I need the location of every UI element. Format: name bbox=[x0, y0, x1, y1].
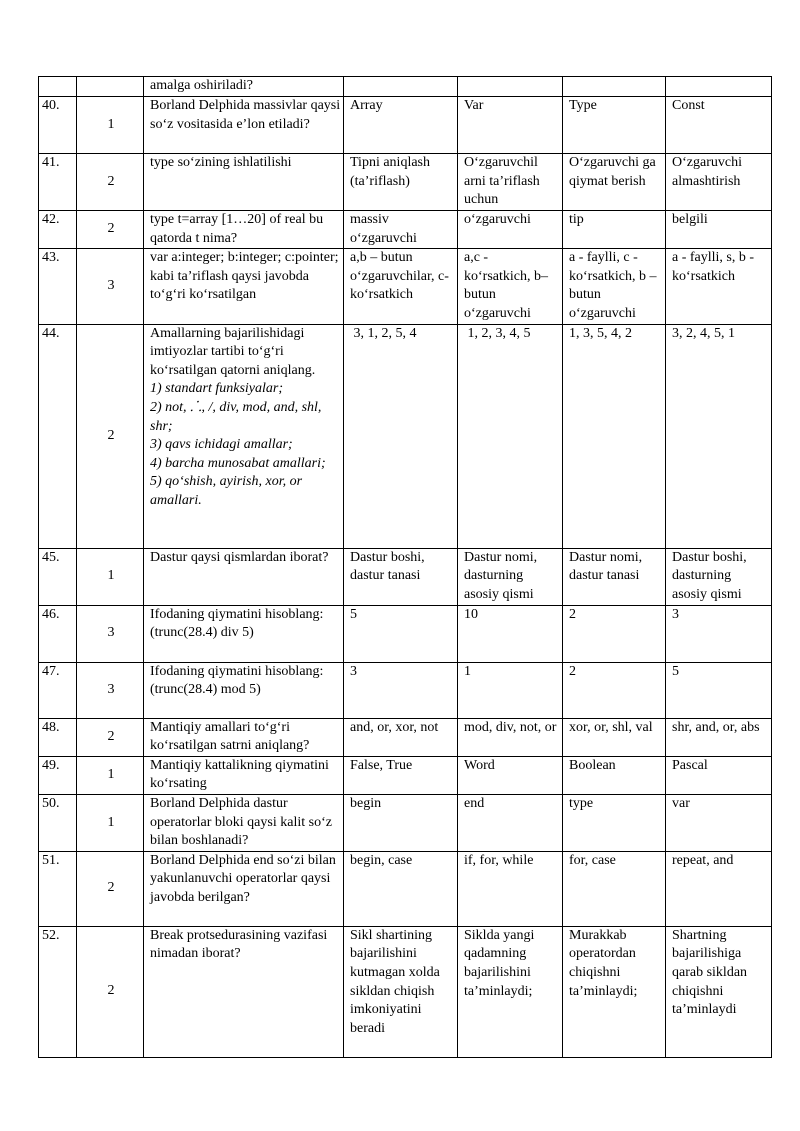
difficulty-level: 2 bbox=[77, 154, 144, 211]
table-row bbox=[39, 211, 772, 249]
option-c: Type bbox=[563, 97, 666, 154]
question-table bbox=[38, 76, 772, 1058]
difficulty-level: 3 bbox=[77, 249, 144, 324]
option-a: 3, 1, 2, 5, 4 bbox=[344, 324, 458, 548]
question-text: Break protsedurasining vazifasi nimadan iborat? bbox=[144, 926, 344, 1057]
option-c: a - faylli, c - ko‘rsatkich, b – butun o‘zgaruvchi bbox=[563, 249, 666, 324]
option-d: 3, 2, 4, 5, 1 bbox=[666, 324, 772, 548]
difficulty-level: 2 bbox=[77, 211, 144, 249]
table-row bbox=[39, 154, 772, 211]
option-d: Const bbox=[666, 97, 772, 154]
difficulty-level: 2 bbox=[77, 718, 144, 756]
difficulty-level: 1 bbox=[77, 548, 144, 605]
question-text: Borland Delphida end so‘zi bilan yakunlanuvchi operatorlar qaysi javobda berilgan? bbox=[144, 851, 344, 926]
table-row bbox=[39, 756, 772, 794]
option-d: O‘zgaruvchi almashtirish bbox=[666, 154, 772, 211]
table-row bbox=[39, 548, 772, 605]
option-d: repeat, and bbox=[666, 851, 772, 926]
option-b: 1, 2, 3, 4, 5 bbox=[458, 324, 563, 548]
question-text: amalga oshiriladi? bbox=[144, 77, 344, 97]
difficulty-level bbox=[77, 77, 144, 97]
option-d: belgili bbox=[666, 211, 772, 249]
operation-group-4: 4) barcha munosabat amallari; bbox=[150, 455, 326, 471]
option-c: Dastur nomi, dastur tanasi bbox=[563, 548, 666, 605]
option-a: Tipni aniqlash (ta’riflash) bbox=[344, 154, 458, 211]
option-d: var bbox=[666, 794, 772, 851]
question-text: Ifodaning qiymatini hisoblang:(trunc(28.4) mod 5) bbox=[144, 662, 344, 718]
difficulty-level: 2 bbox=[77, 324, 144, 548]
option-c: type bbox=[563, 794, 666, 851]
question-number: 52. bbox=[39, 926, 77, 1057]
table-row bbox=[39, 605, 772, 662]
question-text: Ifodaning qiymatini hisoblang:(trunc(28.4) div 5) bbox=[144, 605, 344, 662]
operation-group-3: 3) qavs ichidagi amallar; bbox=[150, 437, 293, 453]
difficulty-level: 3 bbox=[77, 662, 144, 718]
question-intro: Amallarning bajarilishidagi imtiyozlar tartibi to‘g‘ri ko‘rsatilgan qatorni aniqlang. bbox=[150, 325, 316, 378]
question-number: 42. bbox=[39, 211, 77, 249]
option-c: for, case bbox=[563, 851, 666, 926]
option-d: 3 bbox=[666, 605, 772, 662]
option-b: O‘zgaruvchil arni ta’riflash uchun bbox=[458, 154, 563, 211]
table-row bbox=[39, 97, 772, 154]
difficulty-level: 1 bbox=[77, 97, 144, 154]
option-a: begin, case bbox=[344, 851, 458, 926]
table-row bbox=[39, 794, 772, 851]
operation-group-5: 5) qo‘shish, ayirish, xor, or amallari. bbox=[150, 474, 303, 508]
question-text: Borland Delphida massivlar qaysi so‘z vositasida e’lon etiladi? bbox=[144, 97, 344, 154]
option-a: Sikl shartining bajarilishini kutmagan xolda sikldan chiqish imkoniyatini beradi bbox=[344, 926, 458, 1057]
option-b: Word bbox=[458, 756, 563, 794]
option-b: 10 bbox=[458, 605, 563, 662]
option-b: Var bbox=[458, 97, 563, 154]
option-b: a,c - ko‘rsatkich, b– butun o‘zgaruvchi bbox=[458, 249, 563, 324]
question-number: 43. bbox=[39, 249, 77, 324]
table-row bbox=[39, 249, 772, 324]
question-text bbox=[144, 324, 344, 548]
option-a: False, True bbox=[344, 756, 458, 794]
option-b: Dastur nomi, dasturning asosiy qismi bbox=[458, 548, 563, 605]
option-a: a,b – butun o‘zgaruvchilar, c- ko‘rsatkich bbox=[344, 249, 458, 324]
option-a: and, or, xor, not bbox=[344, 718, 458, 756]
option-d: Pascal bbox=[666, 756, 772, 794]
question-text: Mantiqiy amallari to‘g‘ri ko‘rsatilgan satrni aniqlang? bbox=[144, 718, 344, 756]
table-row bbox=[39, 926, 772, 1057]
question-number: 50. bbox=[39, 794, 77, 851]
option-a: Array bbox=[344, 97, 458, 154]
question-number: 51. bbox=[39, 851, 77, 926]
question-number: 46. bbox=[39, 605, 77, 662]
table-row bbox=[39, 77, 772, 97]
question-text: type t=array [1…20] of real bu qatorda t nima? bbox=[144, 211, 344, 249]
option-a: 3 bbox=[344, 662, 458, 718]
option-b: 1 bbox=[458, 662, 563, 718]
difficulty-level: 3 bbox=[77, 605, 144, 662]
question-number bbox=[39, 77, 77, 97]
option-c: 1, 3, 5, 4, 2 bbox=[563, 324, 666, 548]
table-row bbox=[39, 851, 772, 926]
option-d: 5 bbox=[666, 662, 772, 718]
option-a: Dastur boshi, dastur tanasi bbox=[344, 548, 458, 605]
table-row bbox=[39, 324, 772, 548]
option-a bbox=[344, 77, 458, 97]
question-number: 40. bbox=[39, 97, 77, 154]
operation-group-1: 1) standart funksiyalar; bbox=[150, 381, 283, 397]
question-number: 41. bbox=[39, 154, 77, 211]
difficulty-level: 1 bbox=[77, 756, 144, 794]
option-c: 2 bbox=[563, 662, 666, 718]
question-text: Dastur qaysi qismlardan iborat? bbox=[144, 548, 344, 605]
question-number: 48. bbox=[39, 718, 77, 756]
table-row bbox=[39, 662, 772, 718]
option-a: massiv o‘zgaruvchi bbox=[344, 211, 458, 249]
option-c bbox=[563, 77, 666, 97]
question-number: 47. bbox=[39, 662, 77, 718]
question-number: 45. bbox=[39, 548, 77, 605]
difficulty-level: 2 bbox=[77, 851, 144, 926]
option-a: begin bbox=[344, 794, 458, 851]
option-c: Boolean bbox=[563, 756, 666, 794]
question-text: type so‘zining ishlatilishi bbox=[144, 154, 344, 211]
difficulty-level: 2 bbox=[77, 926, 144, 1057]
option-d: Shartning bajarilishiga qarab sikldan chiqishni ta’minlaydi bbox=[666, 926, 772, 1057]
option-d bbox=[666, 77, 772, 97]
option-d: shr, and, or, abs bbox=[666, 718, 772, 756]
option-b: end bbox=[458, 794, 563, 851]
option-d: Dastur boshi, dasturning asosiy qismi bbox=[666, 548, 772, 605]
option-b: o‘zgaruvchi bbox=[458, 211, 563, 249]
option-c: O‘zgaruvchi ga qiymat berish bbox=[563, 154, 666, 211]
option-d: a - faylli, s, b - ko‘rsatkich bbox=[666, 249, 772, 324]
option-c: 2 bbox=[563, 605, 666, 662]
option-b: if, for, while bbox=[458, 851, 563, 926]
option-b: Siklda yangi qadamning bajarilishini ta’minlaydi; bbox=[458, 926, 563, 1057]
operation-group-2: 2) not, ⸫, /, div, mod, and, shl, shr; bbox=[150, 399, 322, 434]
option-a: 5 bbox=[344, 605, 458, 662]
option-c: Murakkab operatordan chiqishni ta’minlaydi; bbox=[563, 926, 666, 1057]
question-number: 49. bbox=[39, 756, 77, 794]
option-b: mod, div, not, or bbox=[458, 718, 563, 756]
option-c: tip bbox=[563, 211, 666, 249]
option-c: xor, or, shl, val bbox=[563, 718, 666, 756]
question-text: var a:integer; b:integer; c:pointer; kabi ta’riflash qaysi javobda to‘g‘ri ko‘rsatilgan bbox=[144, 249, 344, 324]
question-text: Mantiqiy kattalikning qiymatini ko‘rsating bbox=[144, 756, 344, 794]
difficulty-level: 1 bbox=[77, 794, 144, 851]
question-text: Borland Delphida dastur operatorlar bloki qaysi kalit so‘z bilan boshlanadi? bbox=[144, 794, 344, 851]
table-row bbox=[39, 718, 772, 756]
question-number: 44. bbox=[39, 324, 77, 548]
option-b bbox=[458, 77, 563, 97]
